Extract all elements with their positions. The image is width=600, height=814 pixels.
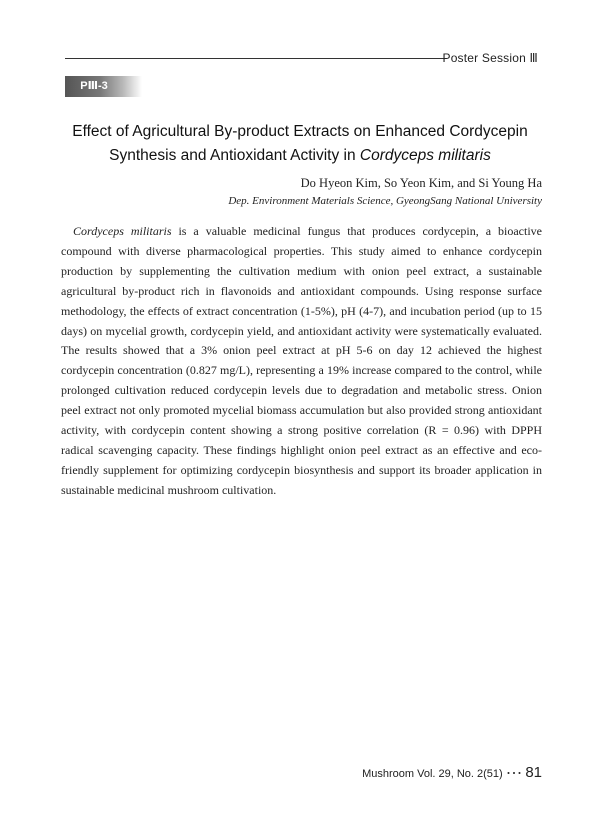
title-line-2-text: Synthesis and Antioxidant Activity in bbox=[109, 147, 360, 164]
title-line-1: Effect of Agricultural By-product Extracts on Enhanced Cordycepin bbox=[72, 123, 528, 140]
journal-citation: Mushroom Vol. 29, No. 2(51) ･･･ bbox=[362, 768, 526, 780]
abstract-text bbox=[61, 222, 542, 501]
title-species: Cordyceps militaris bbox=[359, 147, 491, 164]
abstract-body: is a valuable medicinal fungus that produces cordycepin, a bioactive compound with diverse pharmacological properties. This study aimed to enhance cordycepin production by supplementing the cultivation medium with onion peel extract, a sustainable agricultural by-product rich in flavonoids and antioxidant compounds. Using response surface methodology, the effects of extract concentration (1-5%), pH (4-7), and incubation period (up to 15 days) on mycelial growth, cordycepin yield, and antioxidant activity were systematically evaluated. The results showed that a 3% onion peel extract at pH 5-6 on day 12 achieved the highest cordycepin concentration (0.827 mg/L), representing a 19% increase compared to the control, while prolonged cultivation reduced cordycepin levels due to degradation and metabolic stress. Onion peel extract not only promoted mycelial biomass accumulation but also provided strong antioxidant activity, with cordycepin content showing a strong positive correlation (R = 0.96) with DPPH radical scavenging capacity. These findings highlight onion peel extract as an effective and eco-friendly supplement for optimizing cordycepin biosynthesis and support its broader application in sustainable medicinal mushroom cultivation. bbox=[61, 224, 542, 497]
title-line-2 bbox=[60, 144, 540, 168]
paper-title bbox=[60, 120, 540, 168]
poster-code: PⅢ-3 bbox=[80, 80, 108, 92]
author-list: Do Hyeon Kim, So Yeon Kim, and Si Young Ha bbox=[300, 176, 542, 190]
session-label: Poster Session Ⅲ bbox=[442, 51, 538, 65]
affiliation: Dep. Environment Materials Science, GyeongSang National University bbox=[228, 195, 542, 207]
page-footer bbox=[362, 764, 542, 781]
header-rule bbox=[65, 58, 447, 59]
page-number: 81 bbox=[525, 764, 542, 781]
abstract-species: Cordyceps militaris bbox=[73, 224, 172, 238]
